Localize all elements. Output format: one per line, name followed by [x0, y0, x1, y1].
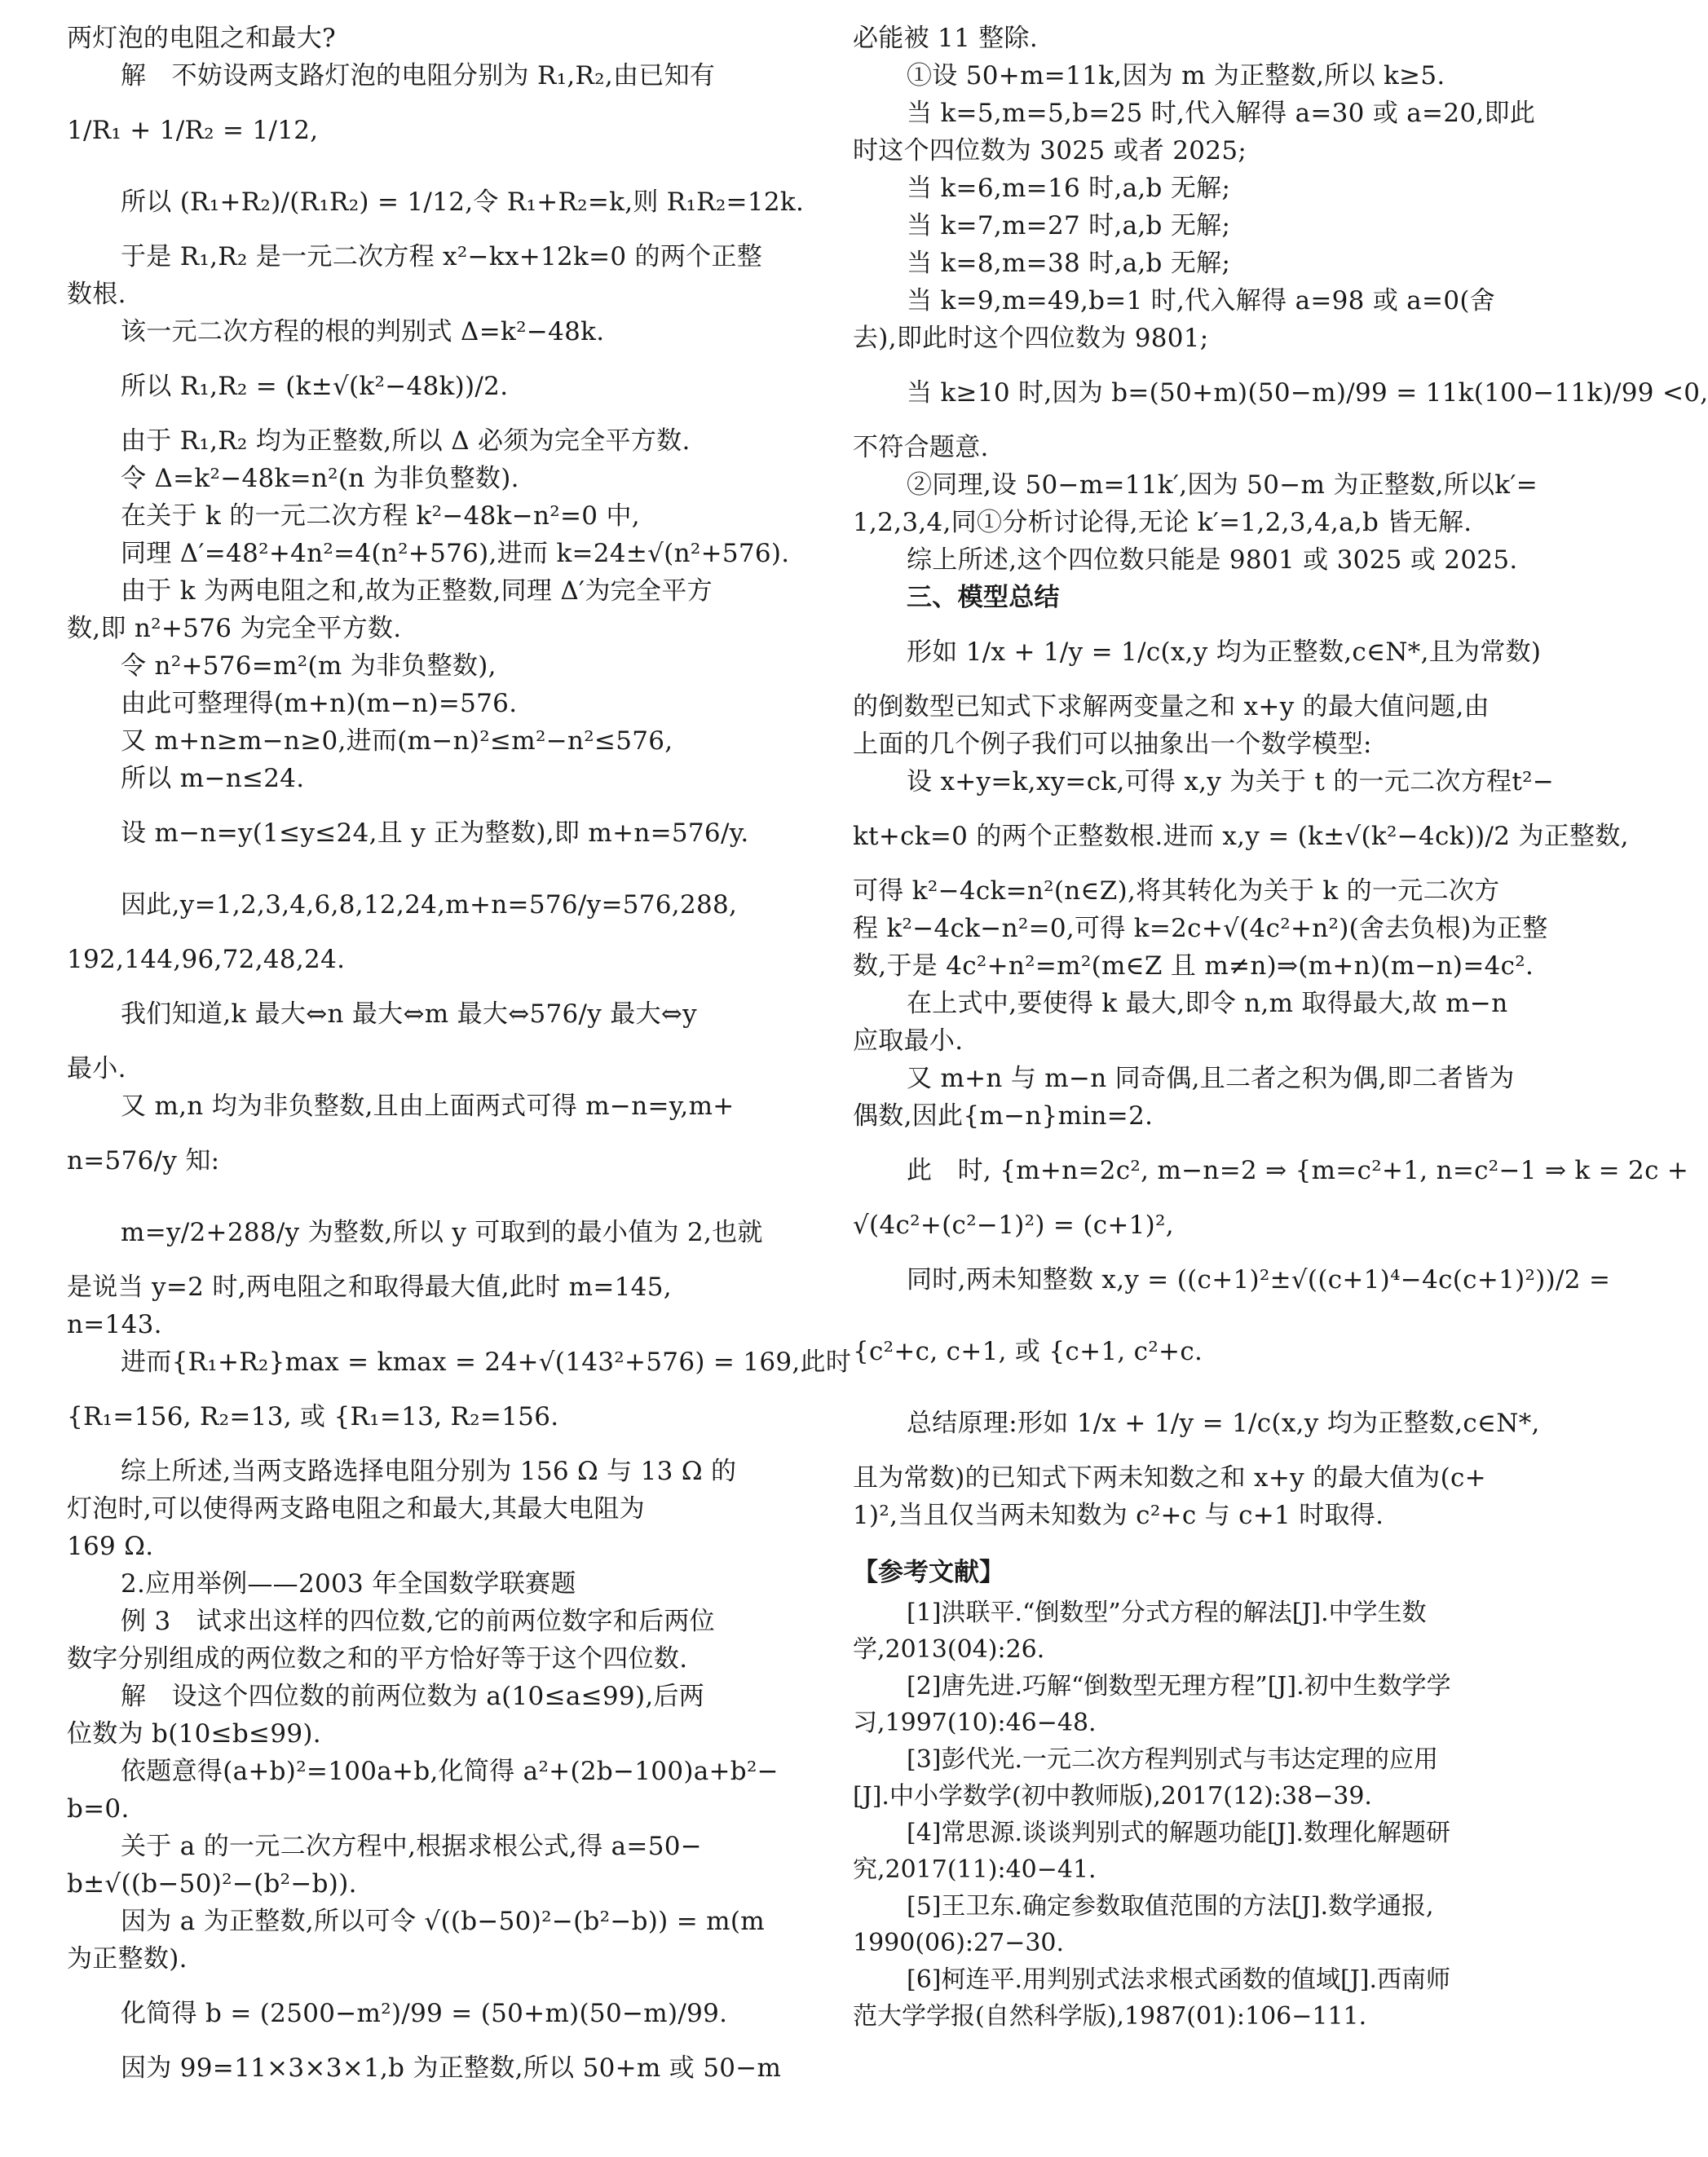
- text-line: 数字分别组成的两位数之和的平方恰好等于这个四位数.: [67, 1644, 688, 1674]
- text-line: 当 k=8,m=38 时,a,b 无解;: [907, 249, 1231, 278]
- reference-item: [5]王卫东.确定参数取值范围的方法[J].数学通报,: [907, 1892, 1434, 1921]
- text-line: 同时,两未知整数 x,y = ((c+1)²±√((c+1)⁴−4c(c+1)²))/2 =: [907, 1265, 1611, 1295]
- text-line: √(4c²+(c²−1)²) = (c+1)²,: [853, 1211, 1174, 1240]
- text-line: 同理 Δ′=48²+4n²=4(n²+576),进而 k=24±√(n²+576).: [121, 539, 790, 568]
- text-line: 令 n²+576=m²(m 为非负整数),: [121, 651, 497, 681]
- right-column: [853, 20, 1708, 2035]
- spacer: [853, 1534, 1554, 1550]
- reference-item: [4]常思源.谈谈判别式的解题功能[J].数理化解题研: [907, 1819, 1451, 1847]
- text-line: 设 m−n=y(1≤y≤24,且 y 正为整数),即 m+n=576/y.: [121, 818, 749, 848]
- text-line: 程 k²−4ck−n²=0,可得 k=2c+√(4c²+n²)(舍去负根)为正整: [853, 914, 1548, 943]
- reference-item: 学,2013(04):26.: [853, 1635, 1045, 1664]
- references-heading: 【参考文献】: [853, 1558, 1004, 1587]
- text-line: 不符合题意.: [853, 433, 989, 462]
- left-column: [67, 20, 852, 2087]
- text-line: 所以 R₁,R₂ = (k±√(k²−48k))/2.: [121, 372, 509, 401]
- text-line: ①设 50+m=11k,因为 m 为正整数,所以 k≥5.: [907, 61, 1445, 90]
- text-line: 因为 99=11×3×3×1,b 为正整数,所以 50+m 或 50−m: [121, 2053, 782, 2083]
- text-line: 三、模型总结: [907, 583, 1060, 612]
- text-line: 数根.: [67, 280, 126, 309]
- reference-item: 范大学学报(自然科学版),1987(01):106−111.: [853, 2002, 1367, 2031]
- reference-list: [853, 1595, 1554, 2035]
- text-line: 可得 k²−4ck=n²(n∈Z),将其转化为关于 k 的一元二次方: [853, 876, 1500, 906]
- text-line: 在关于 k 的一元二次方程 k²−48k−n²=0 中,: [121, 501, 640, 531]
- reference-item: [2]唐先进.巧解“倒数型无理方程”[J].初中生数学学: [907, 1672, 1451, 1700]
- text-line: 该一元二次方程的根的判别式 Δ=k²−48k.: [121, 317, 605, 346]
- text-line: 总结原理:形如 1/x + 1/y = 1/c(x,y 均为正整数,c∈N*,: [907, 1409, 1540, 1438]
- text-line: 形如 1/x + 1/y = 1/c(x,y 均为正整数,c∈N*,且为常数): [907, 637, 1542, 667]
- text-line: 两灯泡的电阻之和最大?: [67, 24, 336, 53]
- text-line: 1)²,当且仅当两未知数为 c²+c 与 c+1 时取得.: [853, 1501, 1384, 1530]
- text-line: 所以 (R₁+R₂)/(R₁R₂) = 1/12,令 R₁+R₂=k,则 R₁R₂=12k.: [121, 187, 805, 217]
- text-line: 当 k≥10 时,因为 b=(50+m)(50−m)/99 = 11k(100−11k)/99 <0,: [907, 378, 1708, 408]
- text-line: 在上式中,要使得 k 最大,即令 n,m 取得最大,故 m−n: [907, 989, 1508, 1018]
- text-line: 最小.: [67, 1054, 126, 1083]
- text-line: 位数为 b(10≤b≤99).: [67, 1719, 321, 1749]
- text-line: 数,即 n²+576 为完全平方数.: [67, 614, 402, 643]
- text-line: 由于 R₁,R₂ 均为正整数,所以 Δ 必须为完全平方数.: [121, 426, 691, 456]
- text-line: 192,144,96,72,48,24.: [67, 945, 346, 974]
- text-line: 解 不妨设两支路灯泡的电阻分别为 R₁,R₂,由已知有: [121, 61, 716, 90]
- reference-item: [3]彭代光.一元二次方程判别式与韦达定理的应用: [907, 1745, 1439, 1774]
- text-line: 化简得 b = (2500−m²)/99 = (50+m)(50−m)/99.: [121, 1999, 728, 2028]
- text-line: 1/R₁ + 1/R₂ = 1/12,: [67, 116, 319, 145]
- text-line: 必能被 11 整除.: [853, 24, 1039, 53]
- text-line: b±√((b−50)²−(b²−b)).: [67, 1869, 357, 1899]
- text-line: 是说当 y=2 时,两电阻之和取得最大值,此时 m=145,: [67, 1273, 672, 1302]
- text-line: 又 m,n 均为非负整数,且由上面两式可得 m−n=y,m+: [121, 1092, 735, 1121]
- text-line: n=576/y 知:: [67, 1146, 220, 1176]
- text-line: 进而{R₁+R₂}max = kmax = 24+√(143²+576) = 169,此时: [121, 1348, 852, 1377]
- text-line: 169 Ω.: [67, 1532, 154, 1561]
- text-line: {c²+c, c+1, 或 {c+1, c²+c.: [853, 1337, 1203, 1366]
- text-line: {R₁=156, R₂=13, 或 {R₁=13, R₂=156.: [67, 1402, 559, 1431]
- text-line: 于是 R₁,R₂ 是一元二次方程 x²−kx+12k=0 的两个正整: [121, 242, 763, 271]
- text-line: 又 m+n≥m−n≥0,进而(m−n)²≤m²−n²≤576,: [121, 726, 673, 756]
- reference-item: [J].中小学数学(初中教师版),2017(12):38−39.: [853, 1782, 1372, 1811]
- text-line: 因为 a 为正整数,所以可令 √((b−50)²−(b²−b)) = m(m: [121, 1907, 765, 1936]
- text-line: 偶数,因此{m−n}min=2.: [853, 1101, 1154, 1131]
- text-line: 因此,y=1,2,3,4,6,8,12,24,m+n=576/y=576,288,: [121, 890, 738, 920]
- text-line: 数,于是 4c²+n²=m²(m∈Z 且 m≠n)⇒(m+n)(m−n)=4c².: [853, 951, 1534, 981]
- text-line: 当 k=9,m=49,b=1 时,代入解得 a=98 或 a=0(舍: [907, 286, 1496, 315]
- reference-item: [6]柯连平.用判别式法求根式函数的值域[J].西南师: [907, 1965, 1451, 1994]
- text-line: 灯泡时,可以使得两支路电阻之和最大,其最大电阻为: [67, 1494, 645, 1524]
- text-line: 设 x+y=k,xy=ck,可得 x,y 为关于 t 的一元二次方程t²−: [907, 767, 1555, 796]
- text-line: kt+ck=0 的两个正整数根.进而 x,y = (k±√(k²−4ck))/2 为正整数,: [853, 822, 1629, 851]
- text-line: 当 k=7,m=27 时,a,b 无解;: [907, 211, 1231, 240]
- text-line: 1,2,3,4,同①分析讨论得,无论 k′=1,2,3,4,a,b 皆无解.: [853, 508, 1472, 537]
- text-line: 时这个四位数为 3025 或者 2025;: [853, 136, 1247, 165]
- reference-item: 究,2017(11):40−41.: [853, 1855, 1097, 1884]
- reference-item: [1]洪联平.“倒数型”分式方程的解法[J].中学生数: [907, 1599, 1427, 1627]
- text-line: 上面的几个例子我们可以抽象出一个数学模型:: [853, 730, 1372, 759]
- text-line: 解 设这个四位数的前两位数为 a(10≤a≤99),后两: [121, 1682, 705, 1711]
- text-line: m=y/2+288/y 为整数,所以 y 可取到的最小值为 2,也就: [121, 1218, 763, 1247]
- text-line: 又 m+n 与 m−n 同奇偶,且二者之积为偶,即二者皆为: [907, 1064, 1515, 1093]
- text-line: 令 Δ=k²−48k=n²(n 为非负整数).: [121, 464, 519, 493]
- text-line: b=0.: [67, 1794, 130, 1824]
- text-line: 由于 k 为两电阻之和,故为正整数,同理 Δ′为完全平方: [121, 576, 713, 606]
- text-line: 由此可整理得(m+n)(m−n)=576.: [121, 689, 518, 718]
- right-column-body: [853, 20, 1708, 1534]
- text-line: 2.应用举例——2003 年全国数学联赛题: [121, 1569, 576, 1599]
- text-line: 依题意得(a+b)²=100a+b,化简得 a²+(2b−100)a+b²−: [121, 1757, 779, 1786]
- text-line: 去),即此时这个四位数为 9801;: [853, 324, 1209, 353]
- text-line: 此 时, {m+n=2c², m−n=2 ⇒ {m=c²+1, n=c²−1 ⇒ k = 2c +: [907, 1156, 1689, 1185]
- text-line: n=143.: [67, 1310, 162, 1339]
- text-line: 综上所述,当两支路选择电阻分别为 156 Ω 与 13 Ω 的: [121, 1457, 737, 1486]
- text-line: 综上所述,这个四位数只能是 9801 或 3025 或 2025.: [907, 545, 1518, 575]
- text-line: 例 3 试求出这样的四位数,它的前两位数字和后两位: [121, 1607, 715, 1636]
- text-line: ②同理,设 50−m=11k′,因为 50−m 为正整数,所以k′=: [907, 470, 1538, 500]
- text-line: 应取最小.: [853, 1026, 964, 1056]
- reference-item: 1990(06):27−30.: [853, 1929, 1065, 1957]
- text-line: 且为常数)的已知式下两未知数之和 x+y 的最大值为(c+: [853, 1463, 1486, 1493]
- text-line: 当 k=6,m=16 时,a,b 无解;: [907, 174, 1231, 203]
- text-line: 关于 a 的一元二次方程中,根据求根公式,得 a=50−: [121, 1832, 703, 1861]
- text-line: 的倒数型已知式下求解两变量之和 x+y 的最大值问题,由: [853, 692, 1490, 721]
- text-line: 所以 m−n≤24.: [121, 764, 305, 793]
- text-line: 当 k=5,m=5,b=25 时,代入解得 a=30 或 a=20,即此: [907, 99, 1536, 128]
- text-line: 我们知道,k 最大⇔n 最大⇔m 最大⇔576/y 最大⇔y: [121, 999, 697, 1029]
- text-line: 为正整数).: [67, 1944, 188, 1974]
- reference-item: 习,1997(10):46−48.: [853, 1709, 1097, 1737]
